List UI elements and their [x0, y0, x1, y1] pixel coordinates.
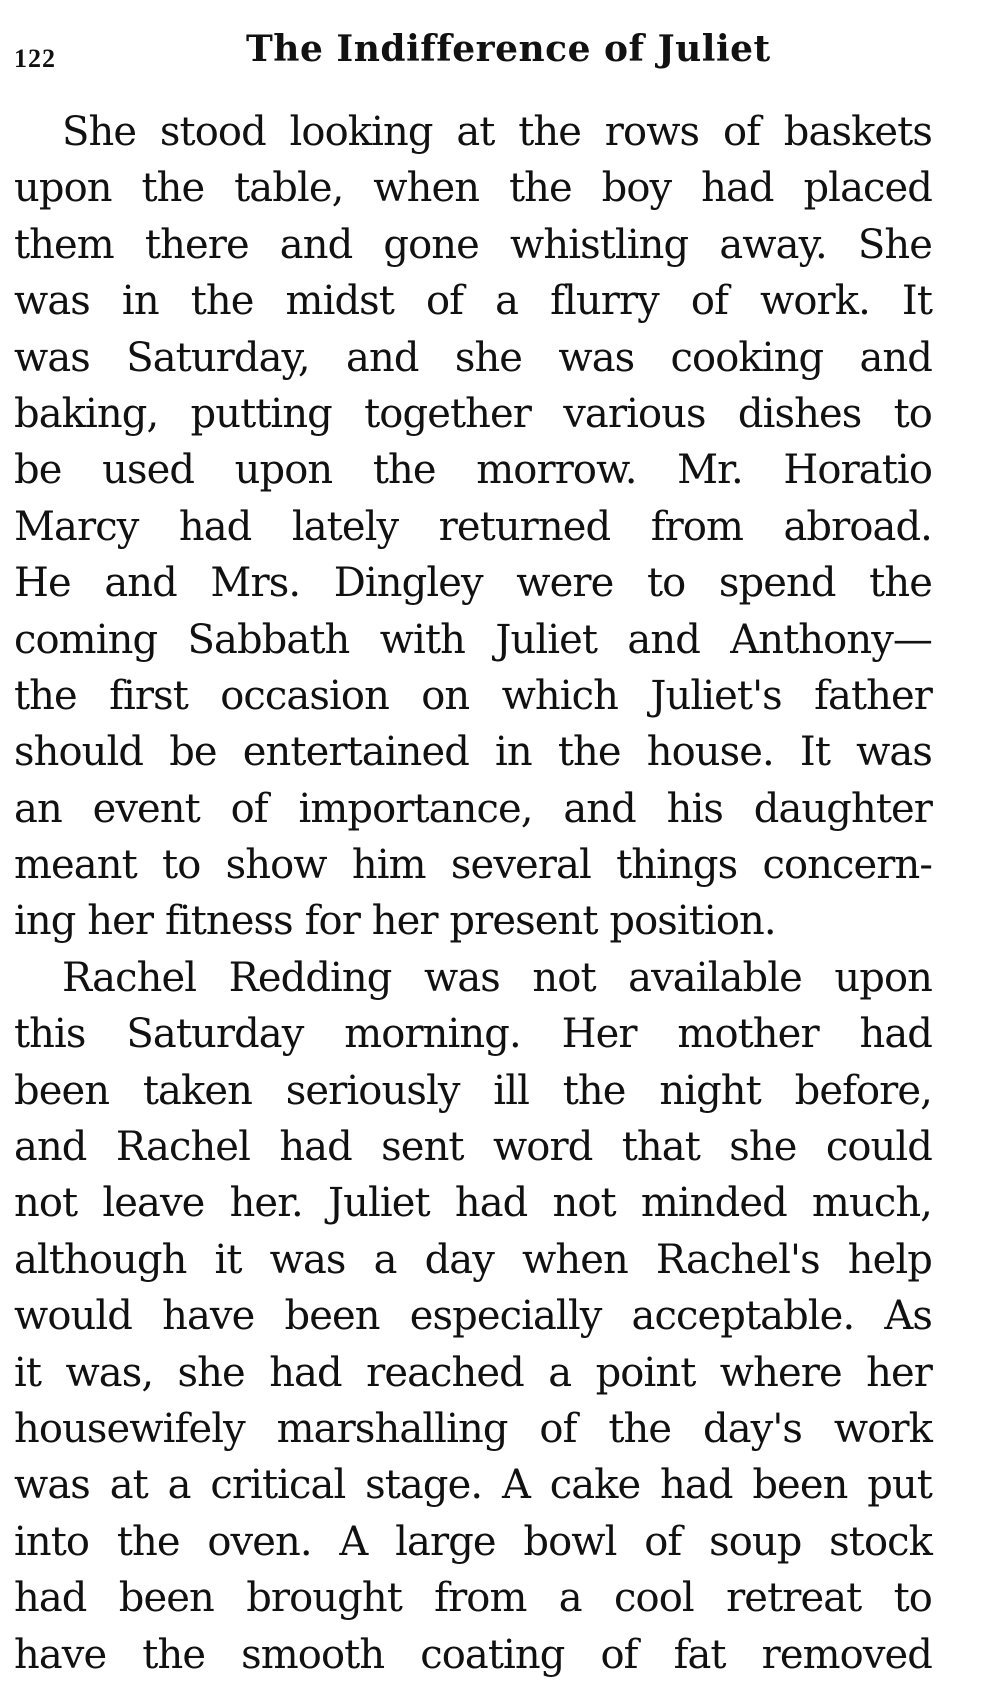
text-line: although it was a day when Rachel's help [14, 1236, 932, 1283]
text-line: have the smooth coating of fat removed [14, 1631, 932, 1678]
text-line: was at a critical stage. A cake had been put [14, 1462, 932, 1509]
text-line: She stood looking at the rows of baskets [62, 109, 932, 155]
text-line: the first occasion on which Juliet's father [14, 672, 932, 719]
text-line: upon the table, when the boy had placed [14, 165, 932, 212]
running-title: The Indifference of Juliet [246, 28, 771, 70]
running-head [14, 28, 934, 78]
text-line: meant to show him several things concern- [14, 842, 932, 889]
text-line: into the oven. A large bowl of soup stock [14, 1518, 932, 1565]
text-line: them there and gone whistling away. She [14, 221, 932, 268]
text-line: should be entertained in the house. It was [14, 729, 932, 776]
text-line: Rachel Redding was not available upon [62, 954, 932, 1001]
text-line: had been brought from a cool retreat to [14, 1575, 932, 1622]
text-line: was in the midst of a flurry of work. It [14, 278, 932, 325]
text-line: Marcy had lately returned from abroad. [14, 503, 932, 550]
text-line: would have been especially acceptable. As [14, 1293, 932, 1340]
text-line: be used upon the morrow. Mr. Horatio [14, 447, 932, 494]
paragraph [14, 104, 932, 950]
text-line: He and Mrs. Dingley were to spend the [14, 560, 932, 607]
page-number: 122 [14, 44, 56, 73]
body-text [14, 104, 932, 1683]
text-line: baking, putting together various dishes to [14, 390, 932, 437]
paragraph [14, 950, 932, 1683]
text-line: was Saturday, and she was cooking and [14, 334, 932, 381]
text-line: an event of importance, and his daughter [14, 785, 932, 832]
text-line: coming Sabbath with Juliet and Anthony— [14, 616, 932, 663]
text-line: ing her fitness for her present position. [14, 898, 776, 945]
text-line: not leave her. Juliet had not minded much, [14, 1180, 932, 1227]
text-line: it was, she had reached a point where her [14, 1349, 932, 1396]
text-line: this Saturday morning. Her mother had [14, 1011, 932, 1058]
text-line: housewifely marshalling of the day's work [14, 1405, 932, 1452]
text-line: been taken seriously ill the night before, [14, 1067, 932, 1114]
text-line: and Rachel had sent word that she could [14, 1124, 932, 1171]
